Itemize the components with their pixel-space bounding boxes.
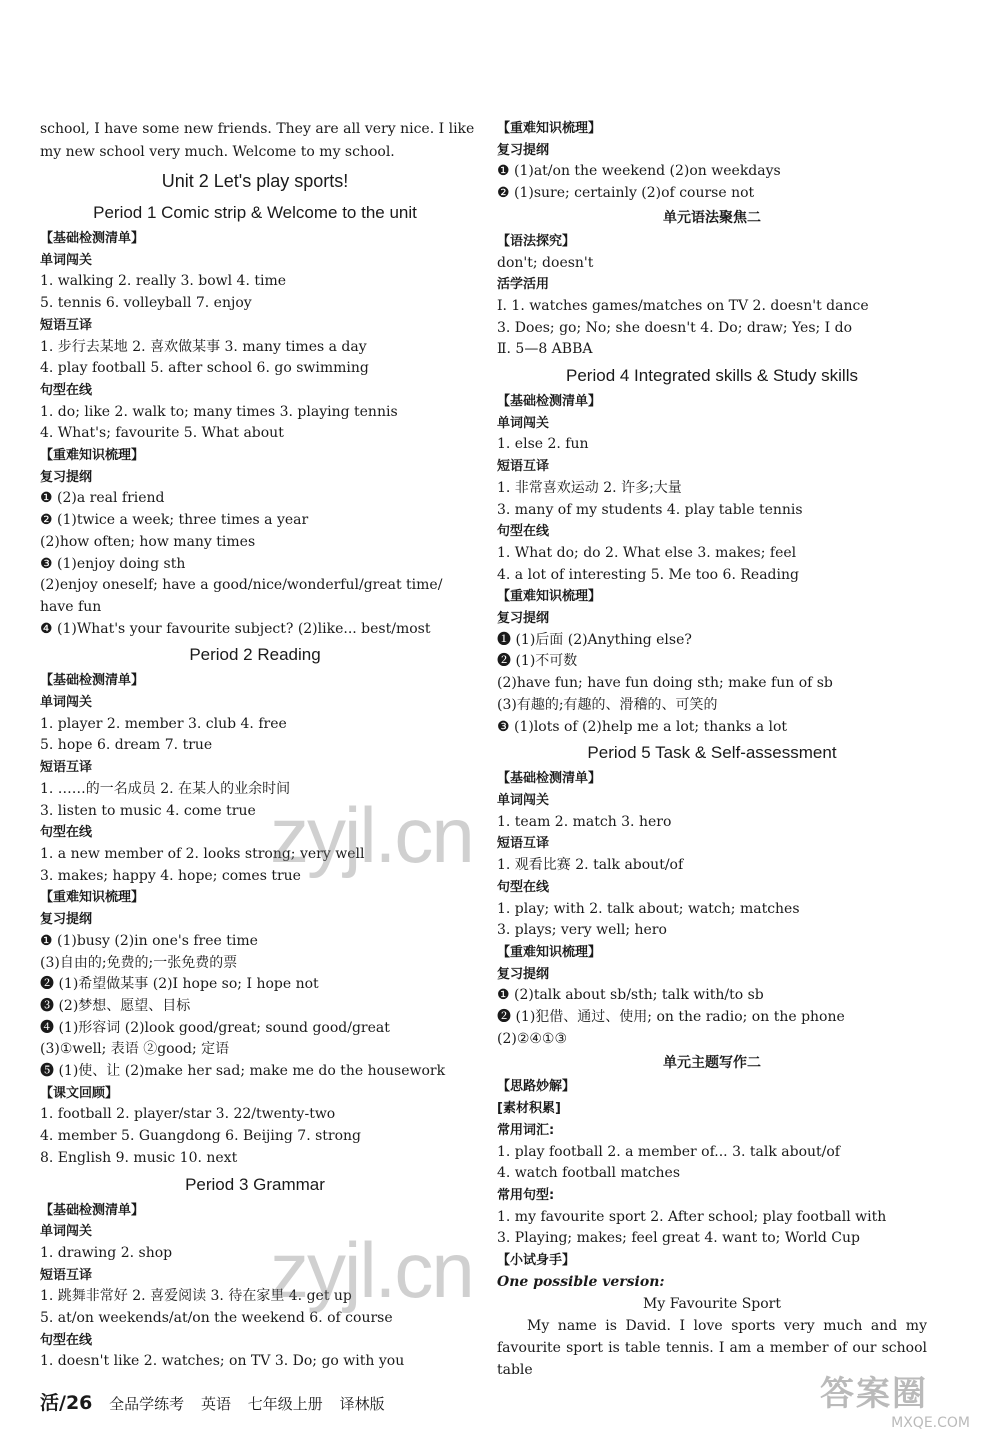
unit-title: Unit 2 Let's play sports! (161, 171, 349, 191)
section-heading: 句型在线 (497, 524, 550, 540)
grade-name: 七年级上册 (247, 1395, 323, 1413)
section-heading: 短语互译 (497, 459, 550, 475)
answer-line: ❷ (1)犯借、通过、使用; on the radio; on the phone (497, 1009, 845, 1026)
answer-line: 1. 跳舞非常好 2. 喜爱阅读 3. 待在家里 4. get up (40, 1288, 352, 1305)
answer-line: ❸ (1)lots of (2)help me a lot; thanks a lot (497, 718, 788, 735)
section-heading: [素材积累] (497, 1101, 561, 1117)
answer-line: Ⅱ. 5—8 ABBA (497, 341, 593, 358)
answer-line: (3)有趣的;有趣的、滑稽的、可笑的 (497, 696, 718, 713)
section-heading: 短语互译 (40, 760, 93, 776)
answer-line: ❷ (1)twice a week; three times a year (40, 512, 309, 529)
corner-logo-bottom: MXQE.COM (891, 1415, 970, 1431)
version-label: One possible version: (497, 1273, 665, 1290)
answer-line: 1. 非常喜欢运动 2. 许多;大量 (497, 479, 682, 496)
answer-line: 1. play football 2. a member of... 3. talk about/of (497, 1143, 840, 1160)
section-heading: 单词闯关 (40, 1224, 93, 1240)
section-heading: 句型在线 (40, 825, 93, 841)
page-footer (40, 1388, 397, 1415)
right-column (497, 118, 927, 1381)
answer-line: (2)enjoy oneself; have a good/nice/wonderful/great time/ (40, 577, 443, 594)
answer-line: 8. English 9. music 10. next (40, 1149, 238, 1166)
answer-line: ❺ (1)使、让 (2)make her sad; make me do the housework (40, 1063, 446, 1080)
answer-line: (2)how often; how many times (40, 533, 256, 550)
answer-line: (3)①well; 表语 ②good; 定语 (40, 1041, 230, 1058)
answer-line: 1. ……的一名成员 2. 在某人的业余时间 (40, 780, 291, 797)
essay-title: My Favourite Sport (643, 1296, 781, 1313)
answer-line: 1. 步行去某地 2. 喜欢做某事 3. many times a day (40, 338, 367, 355)
section-heading: 【小试身手】 (497, 1253, 576, 1269)
answer-line: 3. plays; very well; hero (497, 922, 667, 939)
answer-line: ❶ (1)at/on the weekend (2)on weekdays (497, 163, 781, 180)
body-text: my new school very much. Welcome to my school. (40, 144, 395, 160)
answer-line: 5. at/on weekends/at/on the weekend 6. of course (40, 1310, 393, 1327)
section-heading: 短语互译 (497, 836, 550, 852)
answer-line: 4. play football 5. after school 6. go swimming (40, 360, 369, 377)
body-text: school, I have some new friends. They are all very nice. I like (40, 121, 475, 137)
answer-line: 1. a new member of 2. looks strong; very well (40, 845, 365, 862)
answer-line: 1. football 2. player/star 3. 22/twenty-two (40, 1106, 336, 1123)
left-column (40, 118, 475, 1373)
answer-line: ❶ (1)busy (2)in one's free time (40, 932, 258, 949)
section-heading: 单词闯关 (40, 695, 93, 711)
section-heading: 复习提纲 (497, 142, 550, 158)
answer-line: 1. player 2. member 3. club 4. free (40, 715, 287, 732)
section-heading: 单词闯关 (40, 252, 93, 268)
essay-text: My name is David. I love sports very much and my favourite sport is table tennis. I am a member of our school table (497, 1318, 927, 1379)
section-heading: 【重难知识梳理】 (40, 448, 145, 464)
answer-line: ❷ (1)希望做某事 (2)I hope so; I hope not (40, 976, 319, 993)
answer-line: 1. walking 2. really 3. bowl 4. time (40, 273, 287, 290)
page-number: 活/26 (40, 1392, 93, 1414)
section-heading: 复习提纲 (497, 966, 550, 982)
series-name: 全品学练考 (109, 1395, 185, 1413)
period-title: Period 1 Comic strip & Welcome to the unit (93, 203, 417, 222)
answer-line: don't; doesn't (497, 254, 594, 271)
answer-line: ❷ (1)不可数 (497, 653, 578, 670)
answer-line: 1. my favourite sport 2. After school; play football with (497, 1208, 887, 1225)
answer-line: 4. member 5. Guangdong 6. Beijing 7. strong (40, 1128, 362, 1145)
section-heading: 活学活用 (497, 277, 550, 293)
answer-line: 3. listen to music 4. come true (40, 802, 256, 819)
answer-line: ❸ (2)梦想、愿望、目标 (40, 997, 191, 1014)
section-heading: 【思路妙解】 (497, 1079, 576, 1095)
subject-name: 英语 (200, 1395, 231, 1413)
answer-line: 3. Playing; makes; feel great 4. want to; World Cup (497, 1230, 860, 1247)
answer-line: have fun (40, 598, 102, 615)
answer-line: ❸ (1)enjoy doing sth (40, 555, 186, 572)
answer-line: 1. 观看比赛 2. talk about/of (497, 857, 684, 874)
answer-line: (2)②④①③ (497, 1030, 568, 1047)
answer-line: 1. drawing 2. shop (40, 1244, 173, 1261)
section-heading: 句型在线 (40, 1332, 93, 1348)
answer-line: 1. do; like 2. walk to; many times 3. playing tennis (40, 403, 398, 420)
period-title: Period 5 Task & Self-assessment (587, 743, 837, 763)
answer-line: ❹ (1)形容词 (2)look good/great; sound good/great (40, 1019, 390, 1036)
section-heading: 复习提纲 (40, 912, 93, 928)
section-heading: 句型在线 (497, 879, 550, 895)
answer-line: 5. tennis 6. volleyball 7. enjoy (40, 295, 252, 312)
period-title: Period 2 Reading (189, 645, 321, 665)
watermark: zyjl.cn (270, 791, 473, 879)
answer-line: 4. What's; favourite 5. What about (40, 425, 284, 442)
answer-line: (2)have fun; have fun doing sth; make fun of sb (497, 675, 833, 692)
answer-line: ❷ (1)sure; certainly (2)of course not (497, 185, 755, 202)
section-heading: 【基础检测清单】 (497, 771, 602, 787)
answer-line: ❶ (1)后面 (2)Anything else? (497, 631, 692, 648)
answer-line: 1. team 2. match 3. hero (497, 813, 672, 830)
answer-line: Ⅰ. 1. watches games/matches on TV 2. doesn't dance (497, 297, 869, 314)
section-heading: 【基础检测清单】 (40, 673, 145, 689)
answer-line: 4. watch football matches (497, 1165, 681, 1182)
answer-line: 1. play; with 2. talk about; watch; matches (497, 900, 800, 917)
corner-logo-top: 答案圈 (820, 1374, 928, 1414)
answer-line: 3. Does; go; No; she doesn't 4. Do; draw; Yes; I do (497, 319, 853, 336)
answer-line: 1. doesn't like 2. watches; on TV 3. Do; go with you (40, 1353, 405, 1370)
answer-line: ❶ (2)a real friend (40, 490, 165, 507)
section-heading: 【语法探究】 (497, 233, 576, 249)
section-heading: 常用词汇: (497, 1122, 555, 1138)
answer-line: 3. makes; happy 4. hope; comes true (40, 867, 301, 884)
section-heading: 复习提纲 (497, 611, 550, 627)
answer-line: 1. What do; do 2. What else 3. makes; feel (497, 544, 797, 561)
answer-line: 1. else 2. fun (497, 436, 589, 453)
section-heading: 【基础检测清单】 (40, 1202, 145, 1218)
section-heading: 句型在线 (40, 382, 93, 398)
answer-line: ❹ (1)What's your favourite subject? (2)like... best/most (40, 620, 431, 637)
period-title: Period 4 Integrated skills & Study skills (566, 366, 858, 386)
section-heading: 常用句型: (497, 1187, 555, 1203)
section-heading: 单词闯关 (497, 792, 550, 808)
section-heading: 单词闯关 (497, 415, 550, 431)
chapter-heading: 单元主题写作二 (663, 1055, 761, 1072)
chapter-heading: 单元语法聚焦二 (663, 209, 761, 226)
answer-line: 5. hope 6. dream 7. true (40, 737, 213, 754)
section-heading: 短语互译 (40, 317, 93, 333)
answer-line: 3. many of my students 4. play table tennis (497, 501, 803, 518)
section-heading: 【重难知识梳理】 (497, 589, 602, 605)
section-heading: 【基础检测清单】 (40, 231, 145, 246)
corner-logo (820, 1366, 980, 1440)
answer-line: 4. a lot of interesting 5. Me too 6. Reading (497, 566, 799, 583)
watermark: zyjl.cn (270, 1226, 473, 1314)
section-heading: 【重难知识梳理】 (497, 121, 602, 136)
section-heading: 【课文回顾】 (40, 1085, 119, 1101)
section-heading: 【重难知识梳理】 (497, 944, 602, 960)
section-heading: 【基础检测清单】 (497, 394, 602, 410)
section-heading: 短语互译 (40, 1267, 93, 1283)
section-heading: 复习提纲 (40, 469, 93, 485)
section-heading: 【重难知识梳理】 (40, 890, 145, 906)
answer-line: ❶ (2)talk about sb/sth; talk with/to sb (497, 987, 764, 1004)
edition-name: 译林版 (339, 1395, 385, 1413)
answer-line: (3)自由的;免费的;一张免费的票 (40, 954, 238, 971)
period-title: Period 3 Grammar (185, 1174, 325, 1194)
